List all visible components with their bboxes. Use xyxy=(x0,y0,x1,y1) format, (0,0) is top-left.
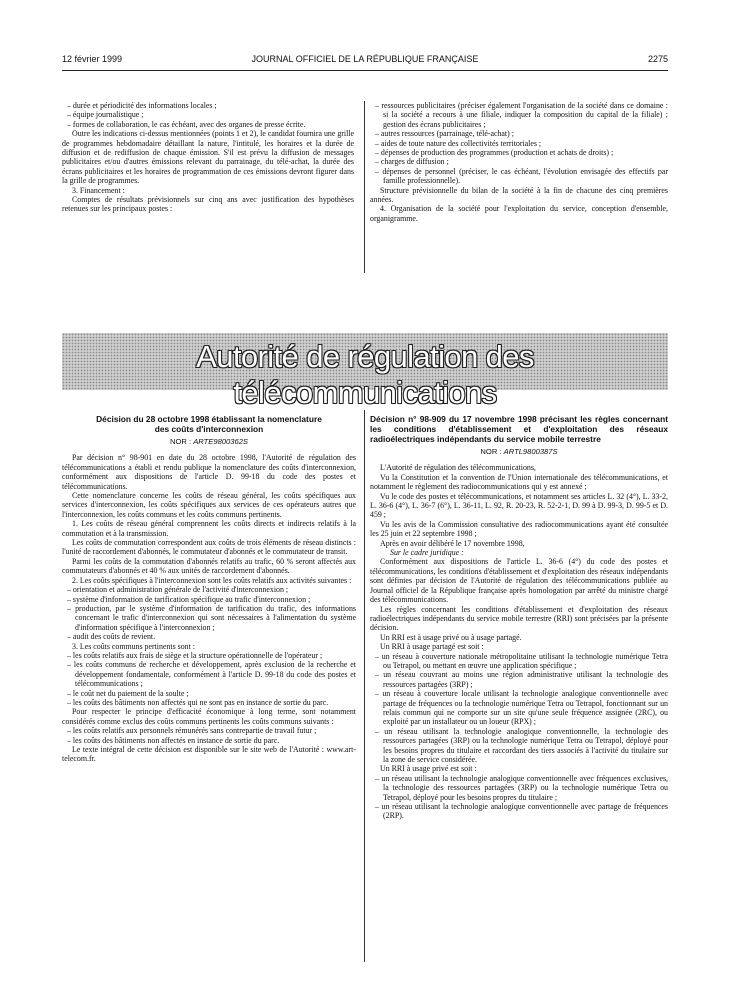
left-decision-column xyxy=(62,414,356,764)
left-decision-title: Décision du 28 octobre 1998 établissant la nomenclature des coûts d'interconnexion xyxy=(96,414,322,434)
nor-code: ARTE9800362S xyxy=(193,437,248,446)
list-item: – autres ressources (parrainage, télé-achat) ; xyxy=(375,129,514,139)
paragraph: Outre les indications ci-dessus mentionnées (points 1 et 2), le candidat fournira une grille de programmes hebdomadaire détaillant la nature, l'intitulé, les horaires et la durée de diffusion et de rediffusion de chaque émission. S'il est prévu la diffusion de messages publicitaires et/ou d'autres émissions relevant du parrainage, du télé-achat, la durée des écrans publicitaires et les horaires de programmation de ces émissions devront figurer dans la grille de programmes. xyxy=(62,129,354,186)
list-item: – un réseau utilisant la technologie analogique conventionnelle avec partage de fréquences (2RP). xyxy=(375,802,668,821)
paragraph: Cette nomenclature concerne les coûts de réseau général, les coûts spécifiques aux services d'interconnexion, les coûts spécifiques aux services de ces opérateurs autres que l'interconnexion, les coûts communs et les coûts communs pertinents. xyxy=(62,491,356,519)
paragraph: Comptes de résultats prévisionnels sur cinq ans avec justification des hypothèses retenues sur les principaux postes : xyxy=(62,195,354,214)
header-rule xyxy=(62,70,668,71)
page-number: 2275 xyxy=(647,54,668,64)
paragraph: Après en avoir délibéré le 17 novembre 1998, xyxy=(380,538,525,548)
paragraph: Le texte intégral de cette décision est disponible sur le site web de l'Autorité : www.art-telecom.fr. xyxy=(62,745,356,764)
list-item: – les coûts communs de recherche et développement, après exclusion de la recherche et développement fondamentale, conformément à l'article D. 99-18 du code des postes et télécommunications ; xyxy=(67,660,356,689)
section-heading: 3. Financement : xyxy=(72,185,125,195)
banner-title: Autorité de régulation des télécommunications xyxy=(196,339,534,410)
list-item: – les coûts des bâtiments non affectés qui ne sont pas en instance de sortie du parc. xyxy=(67,697,329,707)
left-nor xyxy=(62,437,356,446)
list-item: – dépenses de personnel (préciser, le cas échéant, l'évolution envisagée des effectifs par famille professionnelle). xyxy=(375,166,668,186)
list-item: – un réseau couvrant au moins une région administrative utilisant la technologie des ressources partagées (3RP) ; xyxy=(375,670,668,689)
nor-code: ARTL9800387S xyxy=(503,447,558,456)
paragraph: Les coûts de commutation correspondent aux coûts de trois éléments de réseau distincts : l'unité de raccordement d'abonnés, le commutateur d'abonnés et le commutateur de transit. xyxy=(62,538,356,557)
paragraph: 3. Les coûts communs pertinents sont : xyxy=(72,641,195,651)
paragraph: Parmi les coûts de la commutation d'abonnés relatifs au trafic, 60 % seront affectés aux commutateurs d'abonnés et 40 % aux unités de raccordement d'abonnés. xyxy=(62,556,356,576)
paragraph: 4. Organisation de la société pour l'exploitation du service, conception d'ensemble, organigramme. xyxy=(370,204,668,223)
right-decision-title: Décision n° 98-909 du 17 novembre 1998 précisant les règles concernant les conditions d'établissement et d'exploitation des réseaux radioélectriques indépendants du service mobile terrestre xyxy=(370,414,668,444)
right-decision-column xyxy=(370,414,668,821)
issue-date: 12 février 1999 xyxy=(62,54,123,64)
paragraph: Un RRI à usage partagé est soit : xyxy=(380,642,484,652)
list-item: – équipe journalistique ; xyxy=(67,110,144,120)
list-item: – un réseau utilisant la technologie analogique conventionnelle, la technologie des ressources partagées (3RP) ou la technologie numérique Tetra ou Tetrapol, déployé pour les besoins propres du titulaire et raccordant des tiers associés à l'activité du titulaire sur la zone de service considérée. xyxy=(375,726,668,764)
paragraph: 1. Les coûts de réseau général comprennent les coûts directs et indirects relatifs à la commutation et à la transmission. xyxy=(62,519,356,538)
nor-label: NOR : xyxy=(170,437,192,446)
paragraph: Vu le code des postes et télécommunications, et notamment ses articles L. 32 (4°), L. 33-2, L. 36-6 (4°), L. 36-7 (6°), L. 36-11, L. 92, R. 20-23, R. 52-2-1, D. 99 à D. 99-3, D. 99-5 et D. 459 ; xyxy=(370,491,668,520)
paragraph: Par décision n° 98-901 en date du 28 octobre 1998, l'Autorité de régulation des télécommunications a établi et rendu publique la nomenclature des coûts d'interconnexion, conformément aux dispositions de l'article D. 99-18 du code des postes et télécommunications. xyxy=(62,453,356,491)
list-item: – un réseau à couverture nationale métropolitaine utilisant la technologie numérique Tetra ou Tetrapol, ou mettant en œuvre une application spécifique ; xyxy=(375,651,668,670)
page-header xyxy=(62,54,668,68)
list-item: – le coût net du paiement de la soulte ; xyxy=(67,688,189,698)
list-item: – production, par le système d'information de tarification du trafic, des informations concernant le trafic d'interconnexion qui sont nécessaires à l'alimentation du système d'information spécifique à l'interconnexion ; xyxy=(67,603,356,632)
list-item: – audit des coûts de revient. xyxy=(67,632,156,642)
paragraph: Un RRI à usage privé est soit : xyxy=(380,764,477,774)
paragraph: Conformément aux dispositions de l'article L. 36-6 (4°) du code des postes et télécommunications, les conditions d'établissement et d'exploitation des réseaux indépendants sont définies par décision de l'Autorité de régulation des télécommunications publiée au Journal officiel de la République française après homologation par arrêté du ministre chargé des télécommunications. xyxy=(370,557,668,605)
list-item: – orientation et administration générale de l'activité d'interconnexion ; xyxy=(67,585,289,595)
top-right-column xyxy=(370,101,668,223)
list-item: – ressources publicitaires (préciser également l'organisation de la société dans ce domaine : si la société a recours à une filiale, indiquer la composition du capital de la filiale) ; gestion des écrans publicitaires ; xyxy=(375,101,668,129)
top-left-column xyxy=(62,101,354,214)
subheading: Sur le cadre juridique : xyxy=(390,548,464,558)
list-item: – durée et périodicité des informations locales ; xyxy=(67,101,217,110)
list-item: – un réseau utilisant la technologie analogique conventionnelle avec fréquences exclusives, la technologie des ressources partagées (3RP) ou la technologie numérique Tetra ou Tetrapol, déployé pour les besoins propres du titulaire ; xyxy=(375,773,668,802)
column-divider-top xyxy=(364,101,365,273)
section-banner xyxy=(62,333,668,410)
list-item: – charges de diffusion ; xyxy=(375,157,449,167)
paragraph: Un RRI est à usage privé ou à usage partagé. xyxy=(380,632,522,642)
list-item: – aides de toute nature des collectivités territoriales ; xyxy=(375,138,542,148)
nor-label: NOR : xyxy=(480,447,502,456)
list-item: – les coûts relatifs aux frais de siège et la structure opérationnelle de l'opérateur ; xyxy=(67,650,323,660)
right-nor xyxy=(370,447,668,456)
paragraph: Vu les avis de la Commission consultative des radiocommunications ayant été consultée les 25 juin et 22 septembre 1998 ; xyxy=(370,519,668,539)
list-item: – les coûts relatifs aux personnels rémunérés sans contrepartie de travail futur ; xyxy=(67,726,317,736)
paragraph: Structure prévisionnelle du bilan de la société à la fin de chacune des cinq premières années. xyxy=(370,185,668,205)
list-item: – système d'information de tarification spécifique au trafic d'interconnexion ; xyxy=(67,594,311,604)
journal-title: JOURNAL OFFICIEL DE LA RÉPUBLIQUE FRANÇAISE xyxy=(251,54,479,64)
paragraph: Pour respecter le principe d'efficacité économique à long terme, sont notamment considérés comme exclus des coûts communs pertinents les coûts communs suivants : xyxy=(62,707,356,726)
paragraph: Les règles concernant les conditions d'établissement et d'exploitation des réseaux radioélectriques indépendants du service mobile terrestre (RRI) sont précisées par la présente décision. xyxy=(370,604,668,633)
paragraph: L'Autorité de régulation des télécommunications, xyxy=(380,463,536,473)
column-divider-bottom xyxy=(364,410,365,962)
list-item: – un réseau à couverture locale utilisant la technologie analogique conventionnelle avec partage de fréquences ou la technologie numérique Tetra ou Tetrapol, fonctionnant sur un relais commun qui ne comporte sur un site qu'une seule fréquence assignée (2RC), ou exploité par un installateur ou un loueur (RPX) ; xyxy=(375,689,668,727)
list-item: – les coûts des bâtiments non affectés en instance de sortie du parc. xyxy=(67,735,280,745)
paragraph: 2. Les coûts spécifiques à l'interconnexion sont les coûts relatifs aux activités suivantes : xyxy=(72,575,352,585)
list-item: – formes de collaboration, le cas échéant, avec des organes de presse écrite. xyxy=(67,119,306,129)
list-item: – dépenses de production des programmes (production et achats de droits) ; xyxy=(375,148,614,158)
paragraph: Vu la Constitution et la convention de l'Union internationale des télécommunications, et notamment le règlement des radiocommunications qui y est annexé ; xyxy=(370,472,668,492)
